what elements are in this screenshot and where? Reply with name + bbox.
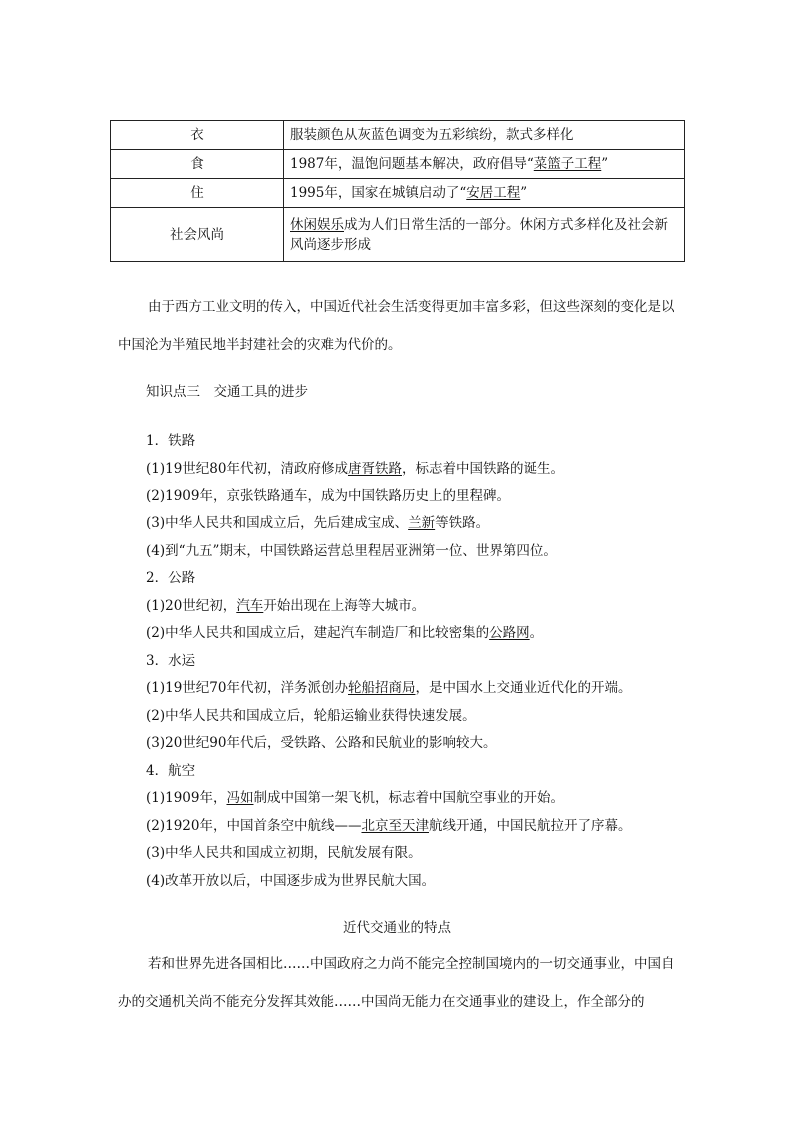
list-item: (1)1909年，冯如制成中国第一架飞机，标志着中国航空事业的开始。 — [146, 790, 564, 806]
table-value-cell: 服装颜色从灰蓝色调变为五彩缤纷，款式多样化 — [284, 121, 685, 150]
table-key-cell: 社会风尚 — [111, 208, 284, 262]
list-item: (2)中华人民共和国成立后，轮船运输业获得快速发展。 — [146, 708, 476, 724]
excerpt-paragraph: 若和世界先进各国相比……中国政府之力尚不能完全控制国境内的一切交通事业，中国自办的交通机关尚不能充分发挥其效能……中国尚无能力在交通事业的建设上，作全部分的 — [118, 956, 675, 1010]
table-key-cell: 住 — [111, 179, 284, 208]
table-value-cell: 休闲娱乐成为人们日常生活的一部分。休闲方式多样化及社会新风尚逐步形成 — [284, 208, 685, 262]
underlined-term: 轮船招商局 — [347, 680, 416, 696]
underlined-term: 公路网 — [489, 625, 530, 641]
summary-paragraph: 由于西方工业文明的传入，中国近代社会生活变得更加丰富多彩，但这些深刻的变化是以中国沦为半殖民地半封建社会的灾难为代价的。 — [118, 299, 675, 353]
underlined-term: 安居工程 — [466, 185, 521, 201]
underlined-term: 冯如 — [226, 790, 254, 806]
list-item: (3)20世纪90年代后，受铁路、公路和民航业的影响较大。 — [146, 735, 497, 751]
list-item: (1)19世纪80年代初，清政府修成唐胥铁路，标志着中国铁路的诞生。 — [146, 461, 564, 477]
list-item: 1．铁路 — [146, 433, 196, 449]
list-item: 4．航空 — [146, 763, 196, 779]
table-key-cell: 食 — [111, 150, 284, 179]
list-item: (1)20世纪初，汽车开始出现在上海等大城市。 — [146, 598, 426, 614]
list-item: 2．公路 — [146, 570, 196, 586]
list-item: (3)中华人民共和国成立初期，民航发展有限。 — [146, 845, 422, 861]
sub-title: 近代交通业的特点 — [343, 920, 451, 936]
table-value-cell: 1987年，温饱问题基本解决，政府倡导“菜篮子工程” — [284, 150, 685, 179]
underlined-term: 休闲娱乐 — [290, 216, 344, 233]
list-item: (3)中华人民共和国成立后，先后建成宝成、兰新等铁路。 — [146, 515, 490, 531]
list-item: 3．水运 — [146, 653, 196, 669]
life-change-table — [110, 120, 685, 262]
underlined-term: 汽车 — [236, 598, 264, 614]
list-item: (2)1909年，京张铁路通车，成为中国铁路历史上的里程碑。 — [146, 488, 510, 504]
table-row — [111, 150, 685, 179]
underlined-term: 菜篮子工程 — [533, 156, 602, 172]
table-row — [111, 121, 685, 150]
underlined-term: 北京至天津 — [361, 818, 429, 834]
table-value-cell: 1995年，国家在城镇启动了“安居工程” — [284, 179, 685, 208]
list-item: (4)改革开放以后，中国逐步成为世界民航大国。 — [146, 873, 436, 889]
section-title: 知识点三 交通工具的进步 — [146, 384, 308, 400]
table-key-cell: 衣 — [111, 121, 284, 150]
table-row — [111, 179, 685, 208]
list-item: (1)19世纪70年代初，洋务派创办轮船招商局，是中国水上交通业近代化的开端。 — [146, 680, 632, 696]
underlined-term: 唐胥铁路 — [347, 461, 402, 477]
list-item: (4)到“九五”期末，中国铁路运营总里程居亚洲第一位、世界第四位。 — [146, 543, 557, 559]
list-item: (2)中华人民共和国成立后，建起汽车制造厂和比较密集的公路网。 — [146, 625, 544, 641]
table-row — [111, 208, 685, 262]
underlined-term: 兰新 — [408, 515, 436, 531]
list-item: (2)1920年，中国首条空中航线——北京至天津航线开通，中国民航拉开了序幕。 — [146, 818, 632, 834]
